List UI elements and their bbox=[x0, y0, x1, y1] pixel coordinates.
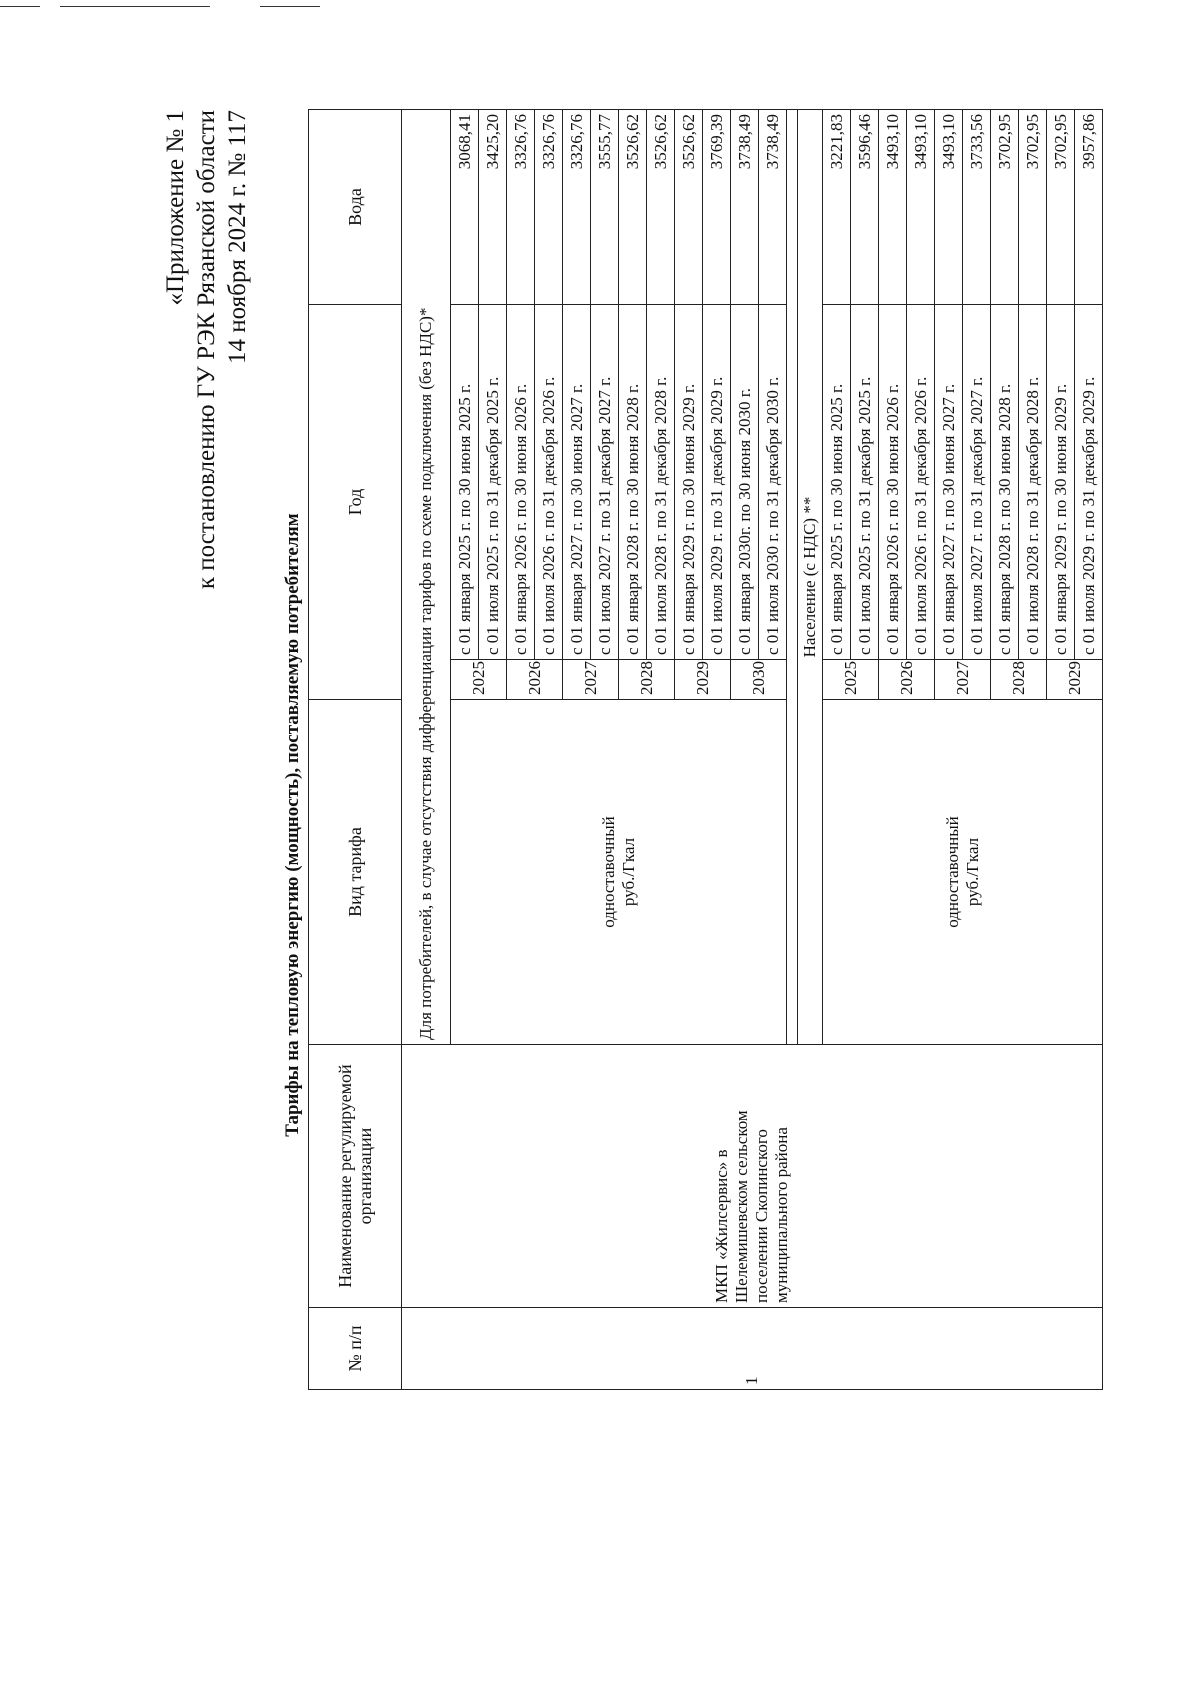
section-heading: Для потребителей, в случае отсутствия дифференциации тарифов по схеме подключения (без НДС)* bbox=[402, 110, 451, 1045]
period-cell: с 01 января 2025 г. по 30 июня 2025 г. bbox=[451, 305, 479, 660]
tariff-value-cell: 3068,41 bbox=[451, 110, 479, 305]
tariff-value-cell: 3733,56 bbox=[963, 110, 991, 305]
period-cell: с 01 января 2029 г. по 30 июня 2029 г. bbox=[675, 305, 703, 660]
appendix-line: к постановлению ГУ РЭК Рязанской области bbox=[193, 110, 220, 590]
period-cell: с 01 июля 2026 г. по 31 декабря 2026 г. bbox=[907, 305, 935, 660]
year-cell: 2027 bbox=[935, 660, 991, 700]
year-cell: 2028 bbox=[619, 660, 675, 700]
appendix-reference bbox=[160, 110, 253, 710]
period-cell: с 01 января 2028 г. по 30 июня 2028 г. bbox=[991, 305, 1019, 660]
tariff-type-cell bbox=[823, 700, 1103, 1045]
period-cell: с 01 января 2030г. по 30 июня 2030 г. bbox=[731, 305, 759, 660]
year-cell: 2030 bbox=[731, 660, 787, 700]
period-cell: с 01 июля 2026 г. по 31 декабря 2026 г. bbox=[535, 305, 563, 660]
tariff-value-cell: 3555,77 bbox=[591, 110, 619, 305]
column-header-number: № п/п bbox=[309, 1308, 402, 1390]
period-cell: с 01 января 2028 г. по 30 июня 2028 г. bbox=[619, 305, 647, 660]
column-header-water: Вода bbox=[309, 110, 402, 305]
period-cell: с 01 июля 2029 г. по 31 декабря 2029 г. bbox=[1075, 305, 1103, 660]
year-cell: 2028 bbox=[991, 660, 1047, 700]
period-cell: с 01 января 2025 г. по 30 июня 2025 г. bbox=[823, 305, 851, 660]
appendix-line: «Приложение № 1 bbox=[162, 110, 189, 306]
tariff-value-cell: 3326,76 bbox=[563, 110, 591, 305]
tariff-table bbox=[308, 109, 1103, 1390]
table-header-row bbox=[309, 110, 402, 1390]
period-cell: с 01 июля 2028 г. по 31 декабря 2028 г. bbox=[647, 305, 675, 660]
tariff-value-cell: 3526,62 bbox=[647, 110, 675, 305]
period-cell: с 01 января 2027 г. по 30 июня 2027 г. bbox=[935, 305, 963, 660]
tariff-value-cell: 3596,46 bbox=[851, 110, 879, 305]
tariff-value-cell: 3702,95 bbox=[991, 110, 1019, 305]
period-cell: с 01 января 2026 г. по 30 июня 2026 г. bbox=[879, 305, 907, 660]
period-cell: с 01 июля 2025 г. по 31 декабря 2025 г. bbox=[851, 305, 879, 660]
period-cell: с 01 января 2027 г. по 30 июня 2027 г. bbox=[563, 305, 591, 660]
appendix-line: 14 ноября 2024 г. № 117 bbox=[224, 110, 251, 364]
period-cell: с 01 июля 2027 г. по 31 декабря 2027 г. bbox=[591, 305, 619, 660]
period-cell: с 01 января 2026 г. по 30 июня 2026 г. bbox=[507, 305, 535, 660]
period-cell: с 01 июля 2027 г. по 31 декабря 2027 г. bbox=[963, 305, 991, 660]
tariff-type-label: одноставочный bbox=[598, 816, 618, 928]
year-cell: 2026 bbox=[879, 660, 935, 700]
section-row bbox=[402, 110, 451, 1390]
year-cell: 2029 bbox=[1047, 660, 1103, 700]
tariff-value-cell: 3769,39 bbox=[703, 110, 731, 305]
period-cell: с 01 июля 2029 г. по 31 декабря 2029 г. bbox=[703, 305, 731, 660]
organization-name: МКП «Жилсервис» в Шелемишевском сельском поселении Скопинского муниципального района bbox=[402, 1045, 1103, 1308]
tariff-value-cell: 3526,62 bbox=[619, 110, 647, 305]
spacer-cell bbox=[787, 110, 798, 1045]
section-heading: Население (с НДС) ** bbox=[798, 110, 823, 1045]
tariff-value-cell: 3957,86 bbox=[1075, 110, 1103, 305]
period-cell: с 01 июля 2025 г. по 31 декабря 2025 г. bbox=[479, 305, 507, 660]
period-cell: с 01 июля 2030 г. по 31 декабря 2030 г. bbox=[759, 305, 787, 660]
tariff-value-cell: 3425,20 bbox=[479, 110, 507, 305]
year-cell: 2027 bbox=[563, 660, 619, 700]
tariff-value-cell: 3326,76 bbox=[507, 110, 535, 305]
tariff-value-cell: 3702,95 bbox=[1047, 110, 1075, 305]
period-cell: с 01 июля 2028 г. по 31 декабря 2028 г. bbox=[1019, 305, 1047, 660]
tariff-unit-label: руб./Гкал bbox=[618, 837, 638, 907]
column-header-tariff-type: Вид тарифа bbox=[309, 700, 402, 1045]
year-cell: 2029 bbox=[675, 660, 731, 700]
tariff-unit-label: руб./Гкал bbox=[962, 837, 982, 907]
tariff-value-cell: 3493,10 bbox=[935, 110, 963, 305]
tariff-type-cell bbox=[451, 700, 787, 1045]
column-header-organization: Наименование регулируемой организации bbox=[309, 1045, 402, 1308]
tariff-type-label: одноставочный bbox=[942, 816, 962, 928]
tariff-value-cell: 3493,10 bbox=[879, 110, 907, 305]
document-title: Тарифы на тепловую энергию (мощность), поставляемую потребителям bbox=[282, 513, 303, 1137]
rotated-document bbox=[160, 110, 1098, 1540]
tariff-value-cell: 3493,10 bbox=[907, 110, 935, 305]
column-header-year: Год bbox=[309, 305, 402, 700]
row-number: 1 bbox=[402, 1308, 1103, 1390]
tariff-value-cell: 3738,49 bbox=[759, 110, 787, 305]
tariff-value-cell: 3326,76 bbox=[535, 110, 563, 305]
tariff-value-cell: 3702,95 bbox=[1019, 110, 1047, 305]
tariff-value-cell: 3526,62 bbox=[675, 110, 703, 305]
scan-artifact-line bbox=[260, 6, 320, 7]
period-cell: с 01 января 2029 г. по 30 июня 2029 г. bbox=[1047, 305, 1075, 660]
year-cell: 2025 bbox=[451, 660, 507, 700]
tariff-value-cell: 3738,49 bbox=[731, 110, 759, 305]
scan-artifact-line bbox=[0, 6, 40, 7]
tariff-value-cell: 3221,83 bbox=[823, 110, 851, 305]
year-cell: 2026 bbox=[507, 660, 563, 700]
year-cell: 2025 bbox=[823, 660, 879, 700]
scan-artifact-line bbox=[60, 6, 210, 7]
